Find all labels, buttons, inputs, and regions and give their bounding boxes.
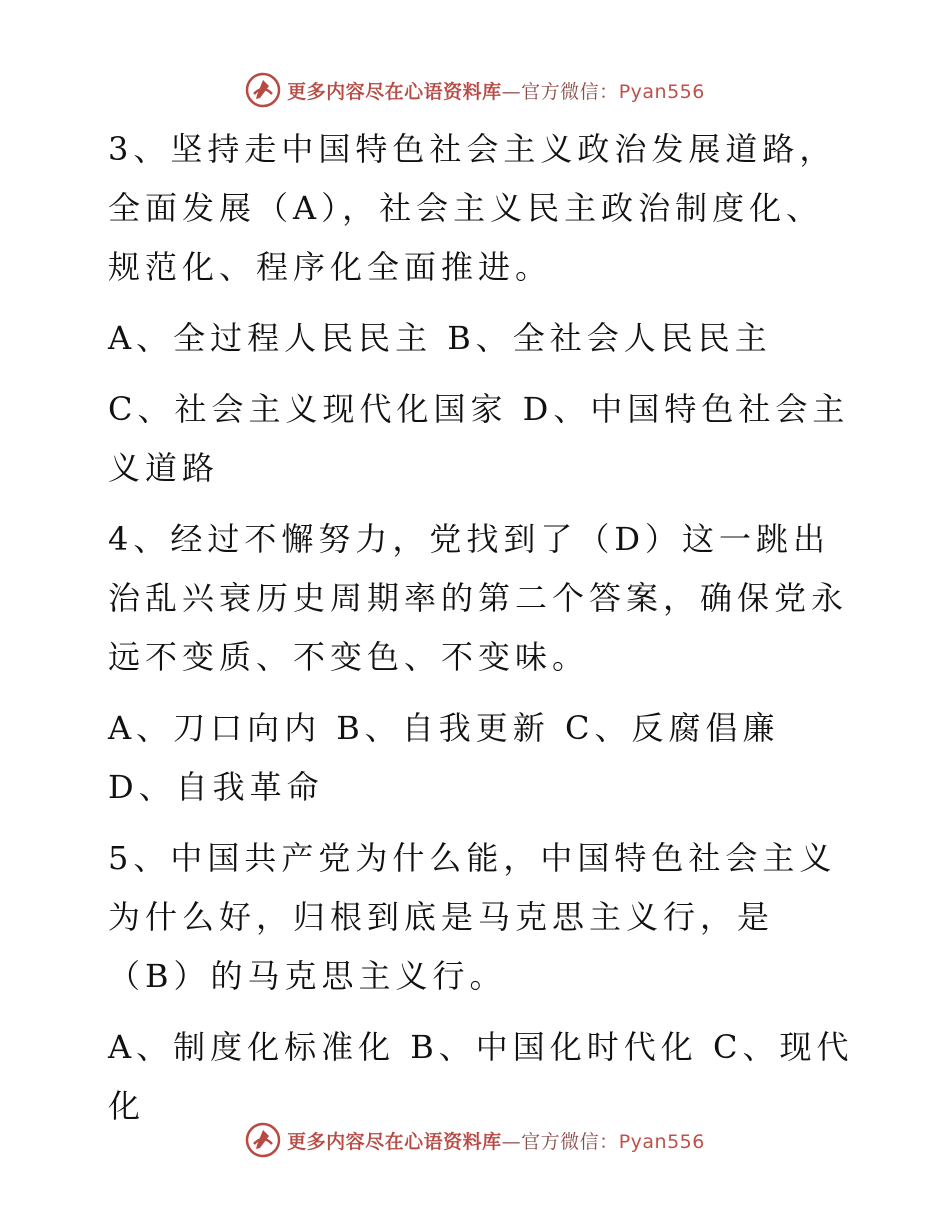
question-stem: 4、经过不懈努力，党找到了（D）这一跳出治乱兴衰历史周期率的第二个答案，确保党永远不变质、不变色、不变味。	[108, 520, 849, 676]
watermark-text: 更多内容尽在心语资料库—官方微信：Pyan556	[287, 1130, 705, 1153]
book-pen-logo-icon	[245, 1122, 281, 1158]
watermark-text: 更多内容尽在心语资料库—官方微信：Pyan556	[287, 80, 705, 103]
question-stem: 3、坚持走中国特色社会主义政治发展道路，全面发展（A），社会主义民主政治制度化、规范化、程序化全面推进。	[108, 130, 837, 286]
question-options: A、制度化标准化 B、中国化时代化 C、现代化	[108, 1028, 854, 1125]
question-4	[98, 510, 858, 817]
question-stem: 5、中国共产党为什么能，中国特色社会主义为什么好，归根到底是马克思主义行，是（B）的马克思主义行。	[108, 839, 837, 995]
question-options: C、社会主义现代化国家 D、中国特色社会主义道路	[108, 390, 850, 487]
watermark-footer	[0, 1120, 950, 1160]
question-options: A、刀口向内 B、自我更新 C、反腐倡廉 D、自我革命	[108, 709, 780, 806]
book-pen-logo-icon	[245, 72, 281, 108]
question-5	[98, 829, 858, 1136]
question-3	[98, 120, 858, 498]
document-body	[98, 120, 858, 1148]
question-options: A、全过程人民民主 B、全社会人民民主	[108, 319, 772, 357]
watermark-header	[0, 70, 950, 110]
